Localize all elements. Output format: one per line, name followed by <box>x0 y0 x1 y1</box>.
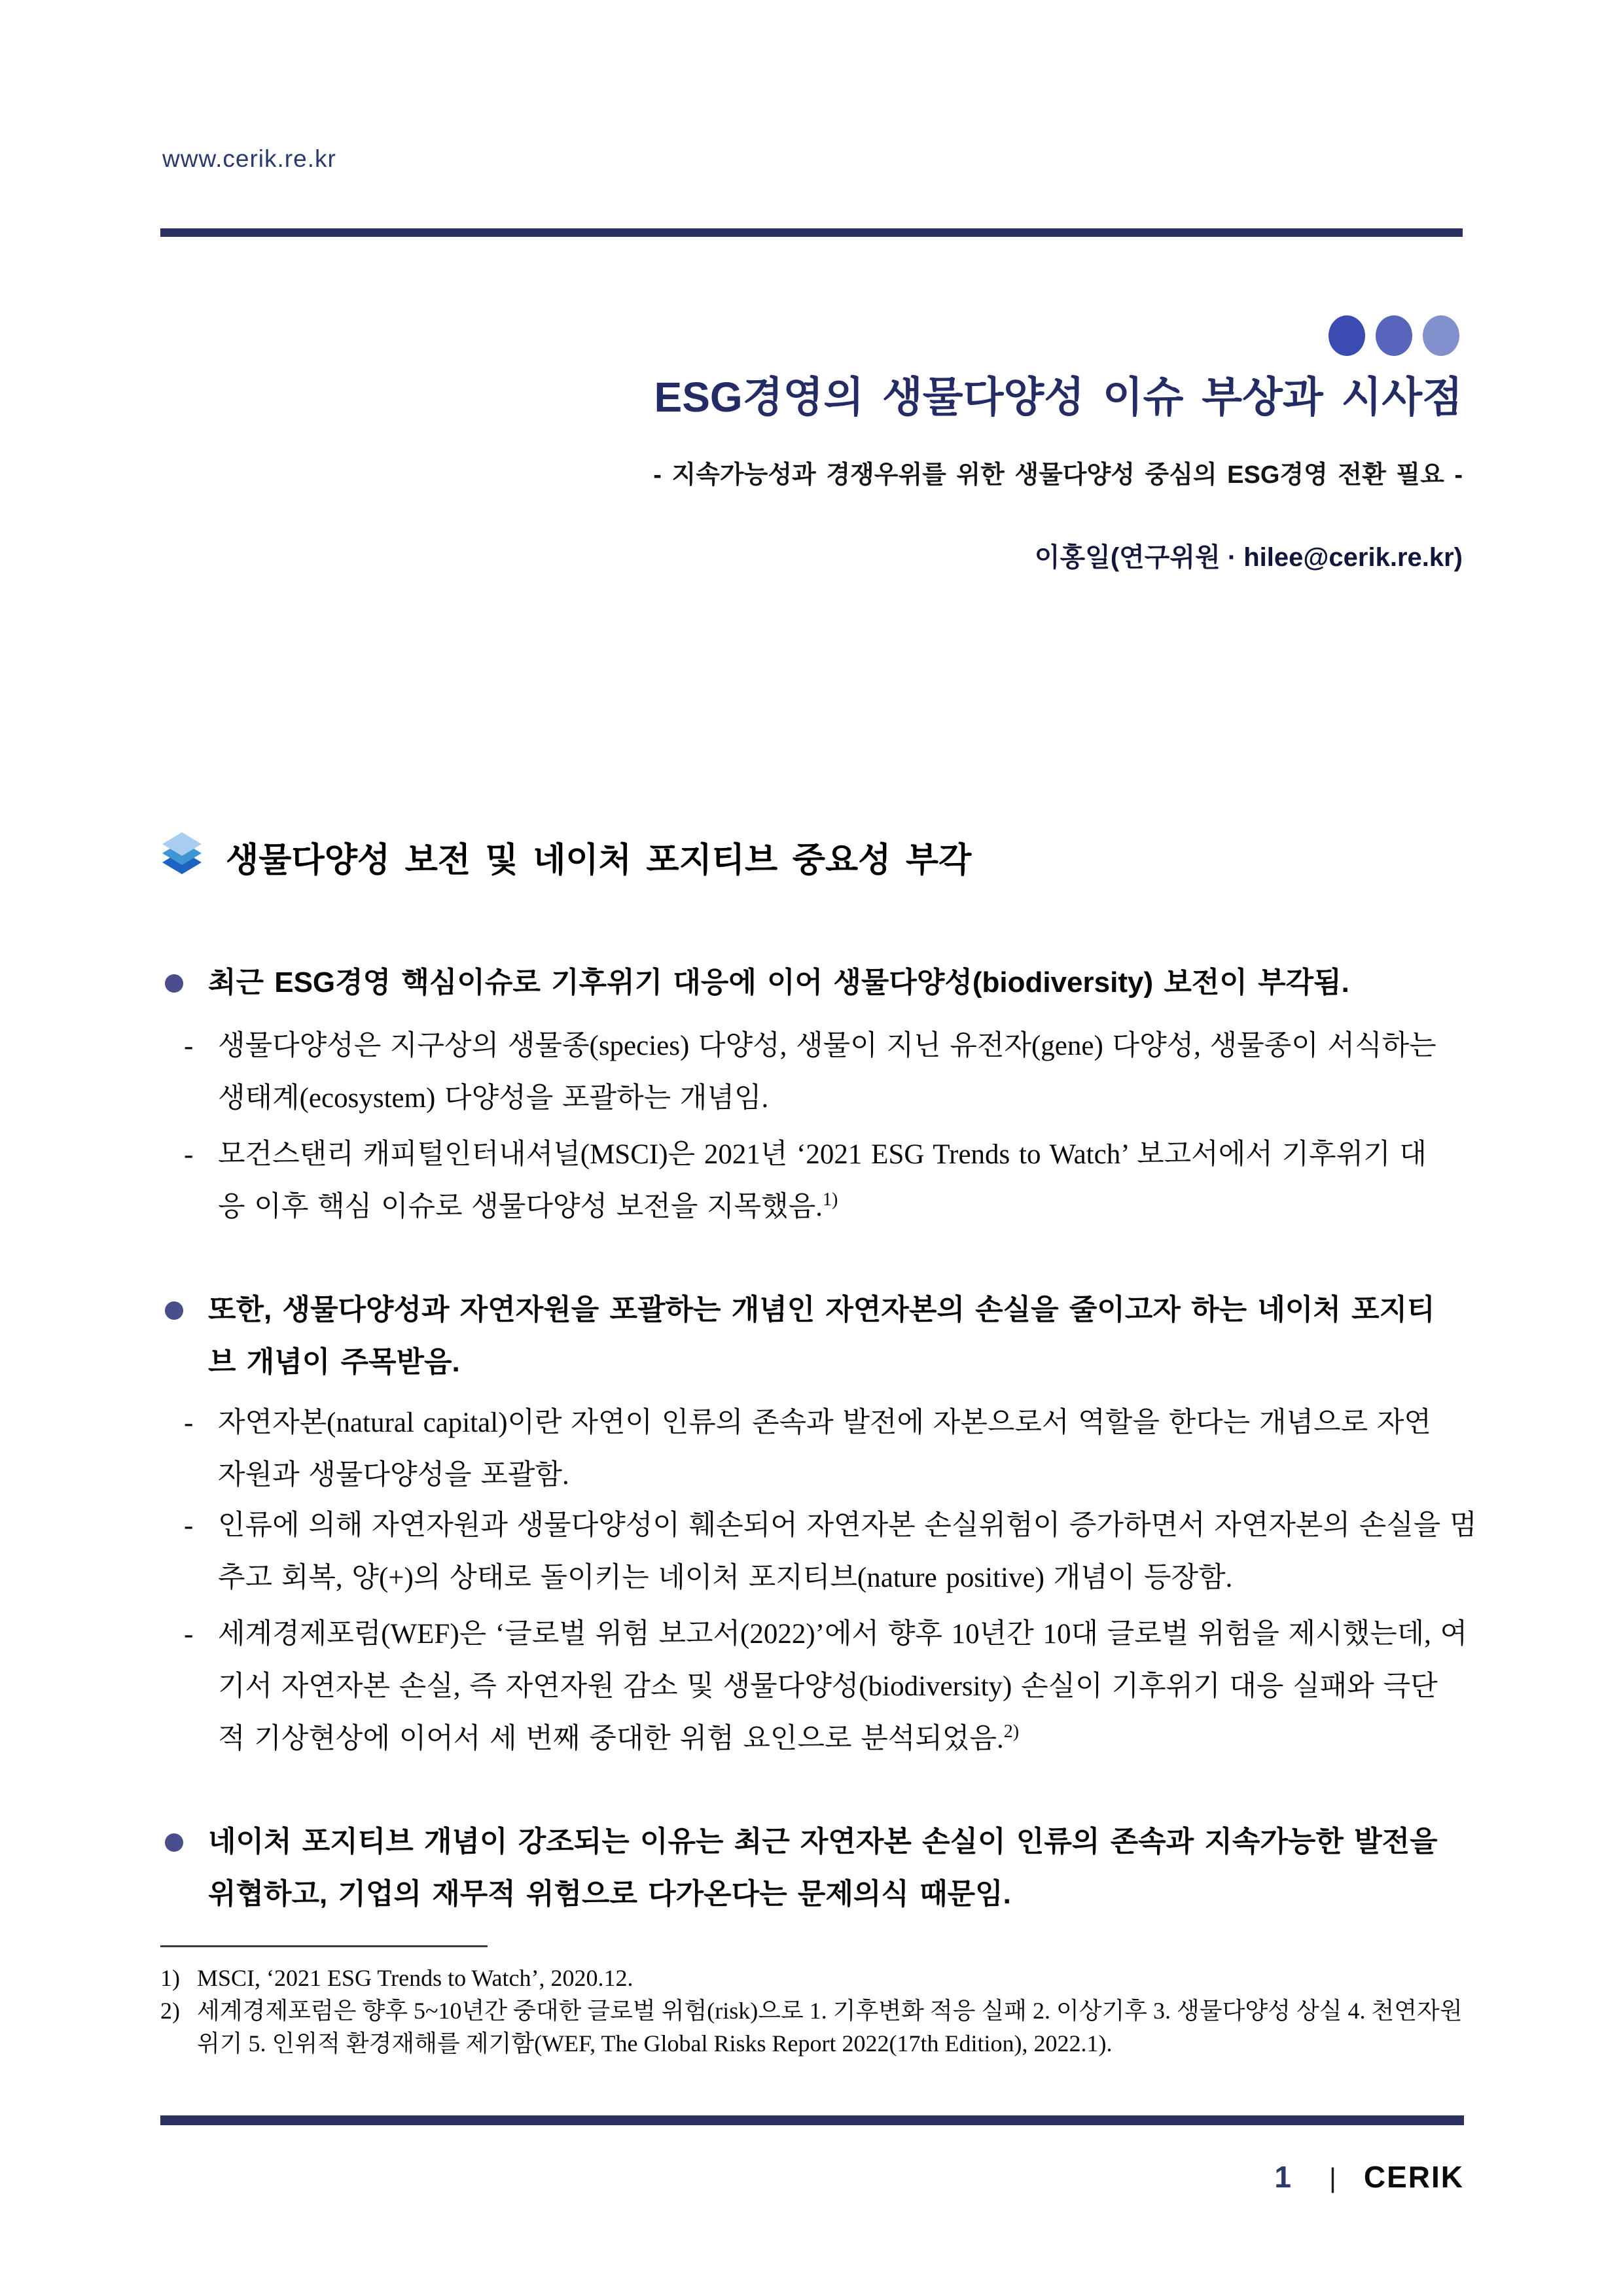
bullet-paragraph <box>208 957 1471 1009</box>
footnote-rule <box>160 1945 488 1947</box>
top-rule <box>160 228 1463 237</box>
bullet-circle-icon <box>162 972 186 995</box>
footnote-2-line-2 <box>197 2027 1112 2060</box>
title-dots-decoration <box>1329 315 1459 356</box>
dash-bullet-icon: - <box>184 1031 194 1061</box>
page-number: 1 <box>1274 2160 1291 2194</box>
bullet-line: 브 개념이 주목받음. <box>208 1346 460 1378</box>
sub-bullet-line: 생물다양성은 지구상의 생물종(species) 다양성, 생물이 지닌 유전자(gene) 다양성, 생물종이 서식하는 <box>218 1031 1436 1061</box>
dash-bullet-icon: - <box>184 1510 194 1541</box>
page-subtitle: - 지속가능성과 경쟁우위를 위한 생물다양성 중심의 ESG경영 전환 필요 - <box>653 461 1463 489</box>
sub-bullet-text: 적 기상현상에 이어서 세 번째 중대한 위험 요인으로 분석되었음. <box>218 1723 1004 1754</box>
bullet-paragraph <box>208 1816 1471 1920</box>
dot-light-icon <box>1423 315 1459 356</box>
sub-bullet-paragraph <box>184 1020 1471 1125</box>
bullet-line: 네이처 포지티브 개념이 강조되는 이유는 최근 자연자본 손실이 인류의 존속과 지속가능한 발전을 <box>208 1826 1438 1858</box>
dot-dark-icon <box>1329 315 1365 356</box>
sub-bullet-line: 모건스탠리 캐피털인터내셔널(MSCI)은 2021년 ‘2021 ESG Trends to Watch’ 보고서에서 기후위기 대 <box>218 1139 1427 1170</box>
sub-bullet-line: 세계경제포럼(WEF)은 ‘글로벌 위험 보고서(2022)’에서 향후 10년간 10대 글로벌 위험을 제시했는데, 여 <box>218 1619 1468 1650</box>
sub-bullet-paragraph <box>184 1397 1471 1502</box>
sub-bullet-text: 응 이후 핵심 이슈로 생물다양성 보전을 지목했음. <box>218 1192 823 1222</box>
footnote-marker: 2) <box>160 1998 180 2024</box>
sub-bullet-paragraph <box>184 1500 1477 1604</box>
bullet-paragraph <box>208 1284 1471 1388</box>
page-footer <box>1274 2159 1464 2195</box>
brand-name: CERIK <box>1363 2160 1464 2194</box>
bullet-circle-icon <box>162 1299 186 1322</box>
bullet-circle-icon <box>162 1831 186 1854</box>
bullet-line: 위협하고, 기업의 재무적 위험으로 다가온다는 문제의식 때문임. <box>208 1878 1011 1910</box>
author-line: 이홍일(연구위원 · hilee@cerik.re.kr) <box>1034 543 1463 572</box>
section-heading: 생물다양성 보전 및 네이처 포지티브 중요성 부각 <box>226 841 972 879</box>
dash-bullet-icon: - <box>184 1139 194 1170</box>
footer-divider: | <box>1329 2163 1336 2193</box>
sub-bullet-line: 추고 회복, 양(+)의 상태로 돌이키는 네이처 포지티브(nature positive) 개념이 등장함. <box>218 1563 1233 1593</box>
dot-medium-icon <box>1376 315 1412 356</box>
sub-bullet-line: 생태계(ecosystem) 다양성을 포괄하는 개념임. <box>218 1083 769 1114</box>
dash-bullet-icon: - <box>184 1619 194 1650</box>
page-title: ESG경영의 생물다양성 이슈 부상과 시사점 <box>654 374 1463 421</box>
footnote-1 <box>160 1962 633 1994</box>
sub-bullet-line: 기서 자연자본 손실, 즉 자연자원 감소 및 생물다양성(biodiversity) 손실이 기후위기 대응 실패와 극단 <box>218 1671 1438 1702</box>
sub-bullet-paragraph <box>184 1129 1471 1237</box>
sub-bullet-line <box>218 1713 1471 1769</box>
dash-bullet-icon: - <box>184 1407 194 1438</box>
sub-bullet-line <box>218 1181 1471 1237</box>
footnote-text: 위기 5. 인위적 환경재해를 제기함(WEF, The Global Risks Report 2022(17th Edition), 2022.1). <box>197 2030 1113 2057</box>
footnote-marker: 1) <box>160 1965 180 1991</box>
bullet-line: 또한, 생물다양성과 자연자원을 포괄하는 개념인 자연자본의 손실을 줄이고자 하는 네이처 포지티 <box>208 1294 1435 1326</box>
bottom-rule <box>160 2115 1464 2125</box>
site-url: www.cerik.re.kr <box>162 145 336 172</box>
layers-diamond-icon <box>161 831 203 881</box>
footnote-ref-2: 2) <box>1003 1722 1020 1742</box>
sub-bullet-line: 자연자본(natural capital)이란 자연이 인류의 존속과 발전에 자본으로서 역할을 한다는 개념으로 자연 <box>218 1407 1431 1438</box>
footnote-2-line-1 <box>160 1994 1463 2027</box>
sub-bullet-line: 인류에 의해 자연자원과 생물다양성이 훼손되어 자연자본 손실위험이 증가하면서 자연자본의 손실을 멈 <box>218 1510 1477 1541</box>
footnote-text: 세계경제포럼은 향후 5~10년간 중대한 글로벌 위험(risk)으로 1. 기후변화 적응 실패 2. 이상기후 3. 생물다양성 상실 4. 천연자원 <box>197 1998 1463 2024</box>
sub-bullet-line: 자원과 생물다양성을 포괄함. <box>218 1460 569 1491</box>
sub-bullet-paragraph <box>184 1608 1471 1769</box>
footnote-text: MSCI, ‘2021 ESG Trends to Watch’, 2020.12. <box>197 1965 633 1991</box>
footnote-ref-1: 1) <box>823 1190 838 1210</box>
bullet-line: 최근 ESG경영 핵심이슈로 기후위기 대응에 이어 생물다양성(biodiversity) 보전이 부각됨. <box>208 966 1349 998</box>
